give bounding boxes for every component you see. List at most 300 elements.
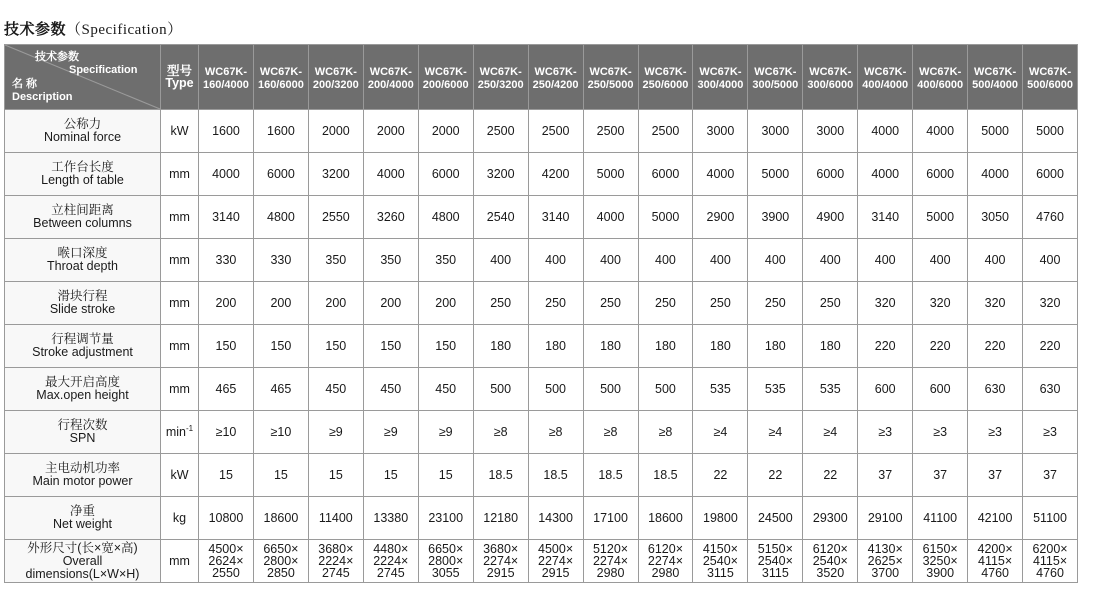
value-cell: 250 xyxy=(473,282,528,325)
dimension-line: 2624× xyxy=(208,554,244,568)
dimension-line: 2625× xyxy=(867,554,903,568)
model-header-9 xyxy=(638,45,693,110)
param-name-cell xyxy=(5,325,161,368)
dimension-line: 4150× xyxy=(702,542,738,556)
unit-cell xyxy=(161,110,199,153)
model-header-1 xyxy=(199,45,254,110)
value-cell: 6000 xyxy=(913,153,968,196)
value-cell: 220 xyxy=(1023,325,1078,368)
value-cell: 200 xyxy=(308,282,363,325)
unit-text: mm xyxy=(169,296,190,310)
value-cell: 6000 xyxy=(638,153,693,196)
model-name-line: 160/6000 xyxy=(257,79,304,91)
model-name-line: WC67K- xyxy=(699,66,742,78)
dimension-value-cell xyxy=(638,540,693,583)
value-cell: 2500 xyxy=(473,110,528,153)
model-name-line: 200/4000 xyxy=(367,79,414,91)
table-row xyxy=(5,282,1078,325)
model-name-line: WC67K- xyxy=(864,66,907,78)
param-name-cell xyxy=(5,110,161,153)
model-header-2 xyxy=(253,45,308,110)
value-cell: 4760 xyxy=(1023,196,1078,239)
model-header-7 xyxy=(528,45,583,110)
table-row xyxy=(5,239,1078,282)
model-header-14 xyxy=(913,45,968,110)
unit-superscript: -1 xyxy=(186,424,194,434)
param-name-cell xyxy=(5,239,161,282)
value-cell: 535 xyxy=(693,368,748,411)
value-cell: 3260 xyxy=(363,196,418,239)
dimension-value-cell xyxy=(748,540,803,583)
value-cell: 22 xyxy=(748,454,803,497)
dimension-value-cell xyxy=(803,540,858,583)
value-cell: 320 xyxy=(968,282,1023,325)
param-name-en: Overall xyxy=(62,553,103,568)
value-cell: 17100 xyxy=(583,497,638,540)
value-cell: ≥4 xyxy=(748,411,803,454)
model-header-3 xyxy=(308,45,363,110)
value-cell: 250 xyxy=(638,282,693,325)
model-name-line: 500/6000 xyxy=(1027,79,1073,91)
dimension-value-cell xyxy=(253,540,308,583)
value-cell: 23100 xyxy=(418,497,473,540)
model-name-line: 500/4000 xyxy=(972,79,1019,91)
dimension-line: 3520 xyxy=(816,566,845,580)
param-name-en: Length of table xyxy=(41,173,124,187)
dimension-line: 6650× xyxy=(263,542,299,556)
value-cell: 3000 xyxy=(803,110,858,153)
value-cell: ≥4 xyxy=(803,411,858,454)
dimension-line: 2540× xyxy=(757,554,793,568)
title-cn: 技术参数 xyxy=(4,20,67,38)
value-cell: 250 xyxy=(748,282,803,325)
value-cell: 180 xyxy=(693,325,748,368)
value-cell: 5000 xyxy=(913,196,968,239)
model-name-line: 300/6000 xyxy=(807,79,854,91)
unit-text: kW xyxy=(170,124,189,138)
value-cell: 330 xyxy=(199,239,254,282)
dimension-value-cell xyxy=(583,540,638,583)
corner-header-cell xyxy=(5,45,161,110)
model-header-10 xyxy=(693,45,748,110)
model-header-6 xyxy=(473,45,528,110)
value-cell: 22 xyxy=(693,454,748,497)
value-cell: 5000 xyxy=(748,153,803,196)
dimension-line: 5120× xyxy=(592,542,629,556)
value-cell: 220 xyxy=(968,325,1023,368)
unit-text: mm xyxy=(169,167,190,181)
value-cell: 15 xyxy=(363,454,418,497)
value-cell: ≥10 xyxy=(253,411,308,454)
value-cell: 200 xyxy=(363,282,418,325)
value-cell: 320 xyxy=(858,282,913,325)
model-header-11 xyxy=(748,45,803,110)
dimension-line: 4115× xyxy=(1032,554,1068,568)
value-cell: ≥3 xyxy=(858,411,913,454)
table-body xyxy=(5,110,1078,583)
model-name-line: WC67K- xyxy=(314,66,357,78)
value-cell: 600 xyxy=(913,368,968,411)
value-cell: ≥9 xyxy=(418,411,473,454)
value-cell: ≥3 xyxy=(913,411,968,454)
value-cell: ≥8 xyxy=(528,411,583,454)
value-cell: 400 xyxy=(528,239,583,282)
value-cell: 250 xyxy=(803,282,858,325)
unit-text: mm xyxy=(169,382,190,396)
value-cell: 180 xyxy=(803,325,858,368)
model-name-line: WC67K- xyxy=(754,66,797,78)
value-cell: 3140 xyxy=(528,196,583,239)
table-row xyxy=(5,153,1078,196)
value-cell: 400 xyxy=(968,239,1023,282)
value-cell: 18600 xyxy=(638,497,693,540)
value-cell: 400 xyxy=(748,239,803,282)
dimension-line: 2540× xyxy=(812,554,848,568)
value-cell: 3000 xyxy=(693,110,748,153)
model-header-16 xyxy=(1023,45,1078,110)
dimension-line: 4115× xyxy=(978,554,1013,568)
value-cell: 630 xyxy=(968,368,1023,411)
value-cell: 15 xyxy=(308,454,363,497)
dimension-line: 2915 xyxy=(541,566,570,580)
dimension-line: 5150× xyxy=(757,542,793,556)
model-name-line: 300/5000 xyxy=(752,79,799,91)
dimension-line: 3055 xyxy=(431,566,460,580)
dimension-line: 3700 xyxy=(871,566,900,580)
value-cell: 150 xyxy=(199,325,254,368)
title-en: （Specification） xyxy=(66,22,183,38)
param-name-cn: 行程次数 xyxy=(57,418,108,432)
value-cell: 500 xyxy=(528,368,583,411)
unit-cell xyxy=(161,368,199,411)
param-name-cn: 公称力 xyxy=(63,117,102,131)
dimension-line: 4480× xyxy=(373,542,409,556)
value-cell: 4000 xyxy=(363,153,418,196)
dimension-line: 6120× xyxy=(812,542,848,556)
value-cell: 220 xyxy=(913,325,968,368)
param-name-cn: 滑块行程 xyxy=(57,289,108,303)
value-cell: 37 xyxy=(968,454,1023,497)
unit-cell xyxy=(161,454,199,497)
value-cell: 400 xyxy=(1023,239,1078,282)
specification-table xyxy=(4,44,1078,583)
value-cell: 3200 xyxy=(473,153,528,196)
value-cell: 350 xyxy=(363,239,418,282)
value-cell: 41100 xyxy=(913,497,968,540)
model-name-line: WC67K- xyxy=(809,66,852,78)
value-cell: ≥10 xyxy=(199,411,254,454)
value-cell: 4000 xyxy=(858,110,913,153)
table-row xyxy=(5,497,1078,540)
dimension-value-cell xyxy=(473,540,528,583)
dimension-line: 6150× xyxy=(922,542,958,556)
value-cell: 42100 xyxy=(968,497,1023,540)
table-row xyxy=(5,110,1078,153)
unit-cell xyxy=(161,239,199,282)
model-name-line: WC67K- xyxy=(644,66,687,78)
value-cell: 2500 xyxy=(528,110,583,153)
value-cell: 18.5 xyxy=(473,454,528,497)
value-cell: 1600 xyxy=(199,110,254,153)
model-name-line: 200/3200 xyxy=(312,79,359,91)
value-cell: 6000 xyxy=(1023,153,1078,196)
value-cell: 150 xyxy=(308,325,363,368)
model-name-line: 250/5000 xyxy=(587,79,634,91)
dimension-line: 2980 xyxy=(651,566,680,580)
value-cell: 400 xyxy=(803,239,858,282)
dimension-value-cell xyxy=(1023,540,1078,583)
value-cell: 18600 xyxy=(253,497,308,540)
dimension-line: 2550 xyxy=(212,566,240,580)
model-name-line: WC67K- xyxy=(479,66,522,78)
unit-cell xyxy=(161,411,199,454)
param-name-en: Main motor power xyxy=(32,474,133,488)
value-cell: 200 xyxy=(418,282,473,325)
param-name-cn: 喉口深度 xyxy=(57,246,108,260)
param-name-en: Stroke adjustment xyxy=(32,345,133,359)
value-cell: ≥3 xyxy=(968,411,1023,454)
param-name-en: Nominal force xyxy=(43,130,122,144)
value-cell: 4000 xyxy=(583,196,638,239)
dimension-line: 2224× xyxy=(318,554,354,568)
value-cell: 14300 xyxy=(528,497,583,540)
dimension-line: 2980 xyxy=(596,566,625,580)
model-name-line: WC67K- xyxy=(1028,66,1072,78)
dimension-line: 3250× xyxy=(922,554,958,568)
dimension-line: 2274× xyxy=(538,554,574,568)
value-cell: 2000 xyxy=(363,110,418,153)
unit-text: min xyxy=(165,425,187,440)
model-name-line: WC67K- xyxy=(204,66,248,78)
model-name-line: 200/6000 xyxy=(422,79,469,91)
dimension-value-cell xyxy=(913,540,968,583)
dimension-line: 2800× xyxy=(428,554,464,568)
value-cell: 500 xyxy=(638,368,693,411)
value-cell: 500 xyxy=(583,368,638,411)
value-cell: 465 xyxy=(199,368,254,411)
type-cn: 型号 xyxy=(166,64,192,78)
dimension-line: 3115 xyxy=(761,566,789,580)
param-name-cn: 工作台长度 xyxy=(51,160,114,174)
model-header-5 xyxy=(418,45,473,110)
param-name-cell xyxy=(5,153,161,196)
value-cell: 2500 xyxy=(583,110,638,153)
dimension-line: 6650× xyxy=(428,542,464,556)
unit-cell xyxy=(161,325,199,368)
value-cell: 450 xyxy=(418,368,473,411)
dimension-line: 4130× xyxy=(867,542,903,556)
dimension-line: 4200× xyxy=(977,542,1013,556)
dimension-line: 2915 xyxy=(486,566,515,580)
dimension-value-cell xyxy=(418,540,473,583)
header-row xyxy=(5,45,1078,110)
value-cell: 4800 xyxy=(418,196,473,239)
model-header-12 xyxy=(803,45,858,110)
value-cell: 37 xyxy=(913,454,968,497)
value-cell: 500 xyxy=(473,368,528,411)
value-cell: 15 xyxy=(418,454,473,497)
value-cell: 4200 xyxy=(528,153,583,196)
value-cell: 3000 xyxy=(748,110,803,153)
value-cell: 5000 xyxy=(1023,110,1078,153)
corner-desc-en: Description xyxy=(12,91,73,103)
dimension-line: 2850 xyxy=(267,566,295,580)
table-row xyxy=(5,411,1078,454)
dimension-line: 4500× xyxy=(538,542,574,556)
corner-spec-cn: 技术参数 xyxy=(35,51,79,63)
model-name-line: 160/4000 xyxy=(203,79,249,91)
dimension-value-cell xyxy=(693,540,748,583)
value-cell: 4000 xyxy=(858,153,913,196)
value-cell: 6000 xyxy=(253,153,308,196)
type-header-cell xyxy=(161,45,199,110)
value-cell: 150 xyxy=(253,325,308,368)
table-row xyxy=(5,325,1078,368)
value-cell: 180 xyxy=(638,325,693,368)
param-name-cell xyxy=(5,196,161,239)
param-name-cn: 最大开启高度 xyxy=(44,375,120,389)
value-cell: 180 xyxy=(583,325,638,368)
value-cell: 5000 xyxy=(968,110,1023,153)
model-name-line: 300/4000 xyxy=(697,79,744,91)
dimension-value-cell xyxy=(528,540,583,583)
table-row xyxy=(5,368,1078,411)
value-cell: ≥8 xyxy=(583,411,638,454)
value-cell: ≥4 xyxy=(693,411,748,454)
param-name-cn: 净重 xyxy=(69,504,95,518)
dimension-line: 2274× xyxy=(647,554,684,568)
dimension-line: 3680× xyxy=(483,542,519,556)
value-cell: 4000 xyxy=(968,153,1023,196)
table-row-dimensions xyxy=(5,540,1078,583)
value-cell: 630 xyxy=(1023,368,1078,411)
value-cell: ≥9 xyxy=(308,411,363,454)
value-cell: ≥9 xyxy=(363,411,418,454)
value-cell: 5000 xyxy=(638,196,693,239)
value-cell: 320 xyxy=(913,282,968,325)
dimension-line: 2745 xyxy=(376,566,405,580)
value-cell: 350 xyxy=(418,239,473,282)
value-cell: 2550 xyxy=(308,196,363,239)
value-cell: 3050 xyxy=(968,196,1023,239)
value-cell: 4000 xyxy=(199,153,254,196)
param-name-en: dimensions(L×W×H) xyxy=(25,566,140,581)
param-name-cell xyxy=(5,540,161,583)
param-name-en: Throat depth xyxy=(47,259,118,273)
param-name-cell xyxy=(5,282,161,325)
value-cell: 330 xyxy=(253,239,308,282)
dimension-line: 3115 xyxy=(706,566,734,580)
value-cell: 320 xyxy=(1023,282,1078,325)
value-cell: 400 xyxy=(638,239,693,282)
value-cell: 400 xyxy=(913,239,968,282)
value-cell: 15 xyxy=(253,454,308,497)
value-cell: 24500 xyxy=(748,497,803,540)
model-header-15 xyxy=(968,45,1023,110)
unit-cell xyxy=(161,497,199,540)
param-name-en: Slide stroke xyxy=(49,302,116,316)
param-name-en: SPN xyxy=(69,431,96,445)
param-name-cn: 外形尺寸(长×宽×高) xyxy=(27,540,138,555)
corner-desc-cn: 名 称 xyxy=(12,78,38,90)
value-cell: 51100 xyxy=(1023,497,1078,540)
value-cell: 150 xyxy=(363,325,418,368)
value-cell: 29100 xyxy=(858,497,913,540)
dimension-line: 4760 xyxy=(981,566,1009,580)
value-cell: 450 xyxy=(308,368,363,411)
dimension-line: 2274× xyxy=(592,554,629,568)
value-cell: 4800 xyxy=(253,196,308,239)
value-cell: 450 xyxy=(363,368,418,411)
value-cell: 15 xyxy=(199,454,254,497)
value-cell: 37 xyxy=(1023,454,1078,497)
param-name-en: Max.open height xyxy=(36,388,129,402)
unit-cell xyxy=(161,282,199,325)
param-name-cell xyxy=(5,411,161,454)
unit-text: mm xyxy=(169,253,190,267)
model-name-line: WC67K- xyxy=(919,66,962,78)
dimension-value-cell xyxy=(308,540,363,583)
type-en: Type xyxy=(165,76,194,90)
value-cell: 2540 xyxy=(473,196,528,239)
unit-text: kW xyxy=(170,468,189,482)
model-name-line: WC67K- xyxy=(589,66,632,78)
param-name-cell xyxy=(5,497,161,540)
table-row xyxy=(5,196,1078,239)
value-cell: ≥8 xyxy=(638,411,693,454)
value-cell: 400 xyxy=(858,239,913,282)
value-cell: 18.5 xyxy=(583,454,638,497)
table-row xyxy=(5,454,1078,497)
value-cell: 6000 xyxy=(803,153,858,196)
value-cell: 4900 xyxy=(803,196,858,239)
corner-spec-en: Specification xyxy=(69,64,138,76)
value-cell: 10800 xyxy=(199,497,254,540)
value-cell: 250 xyxy=(583,282,638,325)
value-cell: 250 xyxy=(528,282,583,325)
value-cell: 350 xyxy=(308,239,363,282)
value-cell: 1600 xyxy=(253,110,308,153)
value-cell: 3140 xyxy=(199,196,254,239)
value-cell: 5000 xyxy=(583,153,638,196)
value-cell: 600 xyxy=(858,368,913,411)
value-cell: 200 xyxy=(253,282,308,325)
value-cell: 29300 xyxy=(803,497,858,540)
dimension-line: 4760 xyxy=(1036,566,1064,580)
param-name-cell xyxy=(5,454,161,497)
value-cell: 3140 xyxy=(858,196,913,239)
param-name-cn: 立柱间距离 xyxy=(51,203,114,217)
model-name-line: WC67K- xyxy=(369,66,412,78)
value-cell: 2500 xyxy=(638,110,693,153)
value-cell: 535 xyxy=(748,368,803,411)
model-name-line: WC67K- xyxy=(534,66,577,78)
value-cell: 3900 xyxy=(748,196,803,239)
dimension-line: 6200× xyxy=(1032,542,1068,556)
dimension-value-cell xyxy=(858,540,913,583)
value-cell: 250 xyxy=(693,282,748,325)
model-name-line: 400/6000 xyxy=(917,79,964,91)
value-cell: ≥3 xyxy=(1023,411,1078,454)
value-cell: 400 xyxy=(473,239,528,282)
value-cell: 11400 xyxy=(308,497,363,540)
value-cell: 200 xyxy=(199,282,254,325)
dimension-line: 3900 xyxy=(926,566,955,580)
dimension-line: 3680× xyxy=(318,542,354,556)
value-cell: 400 xyxy=(693,239,748,282)
param-name-en: Net weight xyxy=(52,517,113,531)
value-cell: 180 xyxy=(748,325,803,368)
